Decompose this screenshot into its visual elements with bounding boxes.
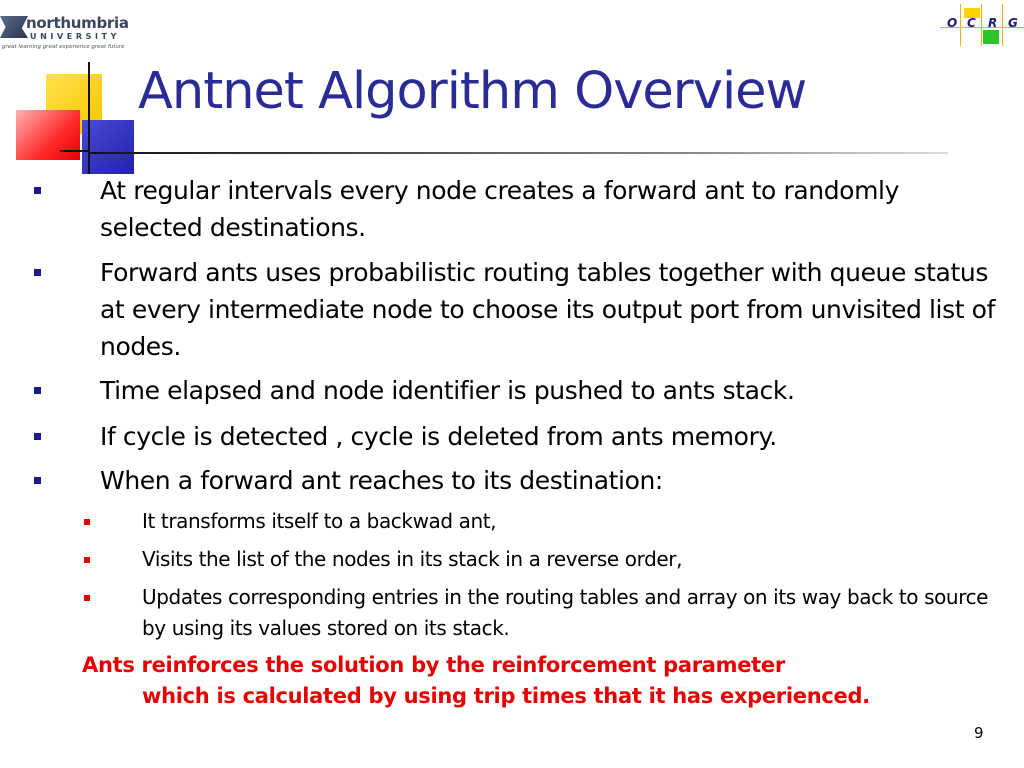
badge-grid-line xyxy=(960,4,961,46)
bullet-text: Forward ants uses probabilistic routing tables together with queue status at every intermediate node to choose its output port from unvisited list of nodes. xyxy=(100,258,995,361)
bullet-item xyxy=(100,254,1000,365)
bullet-item xyxy=(100,372,1000,409)
page-number: 9 xyxy=(974,724,984,742)
sub-bullet-square-icon xyxy=(84,557,90,563)
sub-bullet-item xyxy=(142,506,1002,537)
sub-bullet-text: Updates corresponding entries in the routing tables and array on its way back to source by using its values stored on its stack. xyxy=(142,585,989,640)
decorative-horizontal-line xyxy=(60,150,90,152)
badge-letter: R xyxy=(988,16,998,30)
bullet-text: Time elapsed and node identifier is pushed to ants stack. xyxy=(100,376,795,405)
logo-mark-icon xyxy=(0,16,28,38)
bullet-square-icon xyxy=(34,187,41,194)
sub-bullet-square-icon xyxy=(84,595,90,601)
ocrg-badge xyxy=(940,4,1024,46)
bullet-square-icon xyxy=(34,387,41,394)
badge-letter: G xyxy=(1008,16,1018,30)
badge-letter: C xyxy=(967,16,976,30)
bullet-square-icon xyxy=(34,269,41,276)
slide-title: Antnet Algorithm Overview xyxy=(138,62,807,121)
bullet-item xyxy=(100,418,1000,455)
badge-grid-line xyxy=(981,4,982,46)
title-underline xyxy=(88,152,948,154)
logo-name: northumbria xyxy=(26,14,129,32)
bullet-square-icon xyxy=(34,433,41,440)
logo-subtitle: UNIVERSITY xyxy=(30,32,120,41)
university-logo xyxy=(0,10,130,56)
logo-tagline: great learning great experience great future xyxy=(2,44,125,50)
sub-bullet-item xyxy=(142,582,1002,644)
sub-bullet-text: It transforms itself to a backwad ant, xyxy=(142,509,497,533)
badge-letter: O xyxy=(947,16,958,30)
note-line-1: Ants reinforces the solution by the reinforcement parameter xyxy=(82,653,785,677)
sub-bullet-square-icon xyxy=(84,519,90,525)
bullet-item xyxy=(100,172,1000,246)
sub-bullet-item xyxy=(142,544,1002,575)
bullet-text: When a forward ant reaches to its destination: xyxy=(100,466,663,495)
bullet-text: At regular intervals every node creates a forward ant to randomly selected destinations. xyxy=(100,176,899,242)
badge-grid-line xyxy=(1002,4,1003,46)
bullet-square-icon xyxy=(34,477,41,484)
sub-bullet-text: Visits the list of the nodes in its stack in a reverse order, xyxy=(142,547,683,571)
highlight-note xyxy=(82,650,982,712)
note-line-2: which is calculated by using trip times that it has experienced. xyxy=(142,684,870,708)
bullet-item xyxy=(100,462,1000,499)
decorative-vertical-line xyxy=(88,62,90,174)
bullet-text: If cycle is detected , cycle is deleted from ants memory. xyxy=(100,422,777,451)
badge-green-square xyxy=(983,30,999,44)
decorative-red-square xyxy=(16,110,80,160)
